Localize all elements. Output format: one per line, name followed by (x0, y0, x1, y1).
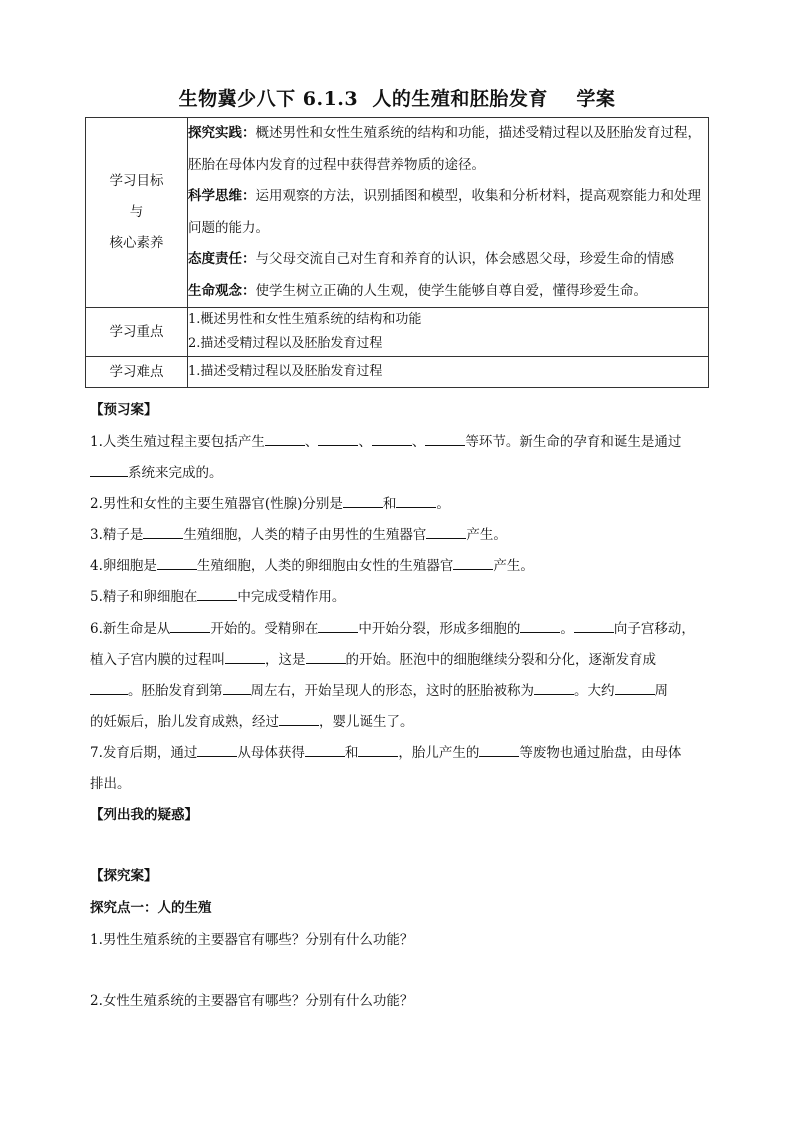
question-text: 系统来完成的。 (128, 465, 223, 481)
question-line (90, 772, 131, 792)
goal-head: 生命观念： (188, 282, 256, 299)
answer-blank[interactable] (358, 744, 398, 757)
goal-head: 态度责任： (188, 251, 256, 267)
question-text: 和 (344, 745, 359, 761)
focus-item: 1.概述男性和女性生殖系统的结构和功能 (188, 312, 422, 327)
question-text: 向子宫移动， (613, 621, 695, 637)
answer-blank[interactable] (265, 433, 305, 446)
answer-blank[interactable] (372, 433, 412, 446)
answer-blank[interactable] (223, 682, 251, 695)
page-title: 生物冀少八下 6.1.3 人的生殖和胚胎发育 学案 (178, 88, 616, 110)
question-text: 的开始。胚泡中的细胞继续分裂和分化，逐渐发育成 (345, 652, 656, 668)
question-line (90, 648, 656, 668)
question-text: 、 (304, 434, 319, 450)
question-text: 的妊娠后，胎儿发育成熟，经过 (90, 714, 279, 730)
question-text: 周左右，开始呈现人的形态，这时的胚胎被称为 (250, 683, 534, 699)
question-text: 中完成受精作用。 (237, 589, 346, 605)
question-line (90, 430, 681, 450)
explore-heading: 【探究案】 (90, 868, 158, 884)
answer-blank[interactable] (170, 620, 210, 633)
question-text: 周 (654, 683, 668, 699)
question-line (90, 461, 223, 481)
goal-content (188, 118, 709, 308)
difficulty-content (188, 357, 709, 388)
question-text: 和 (382, 496, 397, 512)
goal-label-text: 学习目标 与 核心素养 (109, 173, 164, 251)
question-line (90, 679, 668, 699)
question-text: 4.卵细胞是 (90, 558, 157, 574)
answer-blank[interactable] (143, 526, 183, 539)
answer-blank[interactable] (306, 651, 346, 664)
answer-blank[interactable] (225, 651, 265, 664)
answer-blank[interactable] (520, 620, 560, 633)
answer-blank[interactable] (279, 713, 319, 726)
preview-heading: 【预习案】 (90, 402, 158, 418)
question-text: ，胎儿产生的 (398, 745, 480, 761)
question-text: 1.人类生殖过程主要包括产生 (90, 434, 265, 450)
question-text: 、 (411, 434, 426, 450)
answer-blank[interactable] (534, 682, 574, 695)
answer-blank[interactable] (305, 744, 345, 757)
question-text: 。胚胎发育到第 (128, 683, 223, 699)
question-text: 2.男性和女性的主要生殖器官(性腺)分别是 (90, 496, 343, 512)
question-text: 开始的。受精卵在 (210, 621, 319, 637)
answer-blank[interactable] (615, 682, 655, 695)
question-line (90, 741, 681, 761)
focus-content (188, 308, 709, 357)
table-row (86, 308, 709, 357)
question-text: ，婴儿诞生了。 (319, 714, 414, 730)
table-row (86, 118, 709, 308)
goal-label (86, 118, 188, 308)
question-line (90, 492, 450, 512)
question-text: ，这是 (265, 652, 306, 668)
explore-point-title: 探究点一：人的生殖 (90, 900, 212, 916)
answer-blank[interactable] (574, 620, 614, 633)
goal-text: 与父母交流自己对生育和养育的认识，体会感恩父母，珍爱生命的情感 (255, 251, 674, 267)
goal-text: 使学生树立正确的人生观，使学生能够自尊自爱，懂得珍爱生命。 (255, 282, 647, 299)
goal-head: 科学思维： (188, 188, 256, 204)
goal-item (188, 276, 708, 308)
objectives-table (85, 117, 709, 388)
answer-blank[interactable] (426, 526, 466, 539)
focus-item: 2.描述受精过程以及胚胎发育过程 (188, 336, 383, 351)
answer-blank[interactable] (396, 495, 436, 508)
question-text: 生殖细胞，人类的精子由男性的生殖器官 (183, 527, 427, 543)
question-text: 生殖细胞，人类的卵细胞由女性的生殖器官 (196, 558, 454, 574)
question-text: 7.发育后期，通过 (90, 745, 198, 761)
goal-item (188, 181, 708, 244)
question-text: 。 (436, 496, 450, 512)
answer-blank[interactable] (157, 557, 197, 570)
doubt-heading: 【列出我的疑惑】 (90, 807, 198, 823)
goal-text: 运用观察的方法，识别插图和模型，收集和分析材料，提高观察能力和处理问题的能力。 (188, 188, 701, 236)
question-text: 、 (358, 434, 372, 450)
question-text: 从母体获得 (237, 745, 305, 761)
difficulty-label: 学习难点 (86, 357, 188, 388)
table-row (86, 357, 709, 388)
answer-blank[interactable] (90, 464, 128, 477)
answer-blank[interactable] (343, 495, 383, 508)
goal-text: 概述男性和女性生殖系统的结构和功能，描述受精过程以及胚胎发育过程，胚胎在母体内发育的过程中获得营养物质的途径。 (188, 125, 701, 173)
goal-head: 探究实践： (188, 125, 256, 141)
question-text: 6.新生命是从 (90, 621, 171, 637)
question-text: 3.精子是 (90, 527, 144, 543)
question-text: 等废物也通过胎盘，由母体 (519, 745, 682, 761)
question-text: 等环节。新生命的孕育和诞生是通过 (465, 434, 682, 450)
explore-question: 1.男性生殖系统的主要器官有哪些？分别有什么功能？ (90, 932, 414, 948)
answer-blank[interactable] (197, 744, 237, 757)
answer-blank[interactable] (318, 433, 358, 446)
question-text: 中开始分裂，形成多细胞的 (358, 621, 521, 637)
question-line (90, 585, 345, 605)
goal-item (188, 118, 708, 181)
question-line (90, 710, 414, 730)
question-text: 。大约 (574, 683, 615, 699)
question-text: 5.精子和卵细胞在 (90, 589, 198, 605)
question-line (90, 523, 507, 543)
answer-blank[interactable] (318, 620, 358, 633)
question-text: 排出。 (90, 776, 131, 792)
difficulty-item: 1.描述受精过程以及胚胎发育过程 (188, 364, 383, 379)
goal-item (188, 244, 708, 276)
answer-blank[interactable] (479, 744, 519, 757)
question-text: 产生。 (466, 527, 507, 543)
question-line (90, 554, 534, 574)
answer-blank[interactable] (90, 682, 128, 695)
question-text: 。 (560, 621, 574, 637)
question-text: 产生。 (493, 558, 534, 574)
explore-question: 2.女性生殖系统的主要器官有哪些？分别有什么功能？ (90, 993, 414, 1009)
question-text: 植入子宫内膜的过程叫 (90, 652, 225, 668)
focus-label: 学习重点 (86, 308, 188, 357)
answer-blank[interactable] (197, 588, 237, 601)
question-line (90, 617, 695, 637)
answer-blank[interactable] (453, 557, 493, 570)
answer-blank[interactable] (425, 433, 465, 446)
